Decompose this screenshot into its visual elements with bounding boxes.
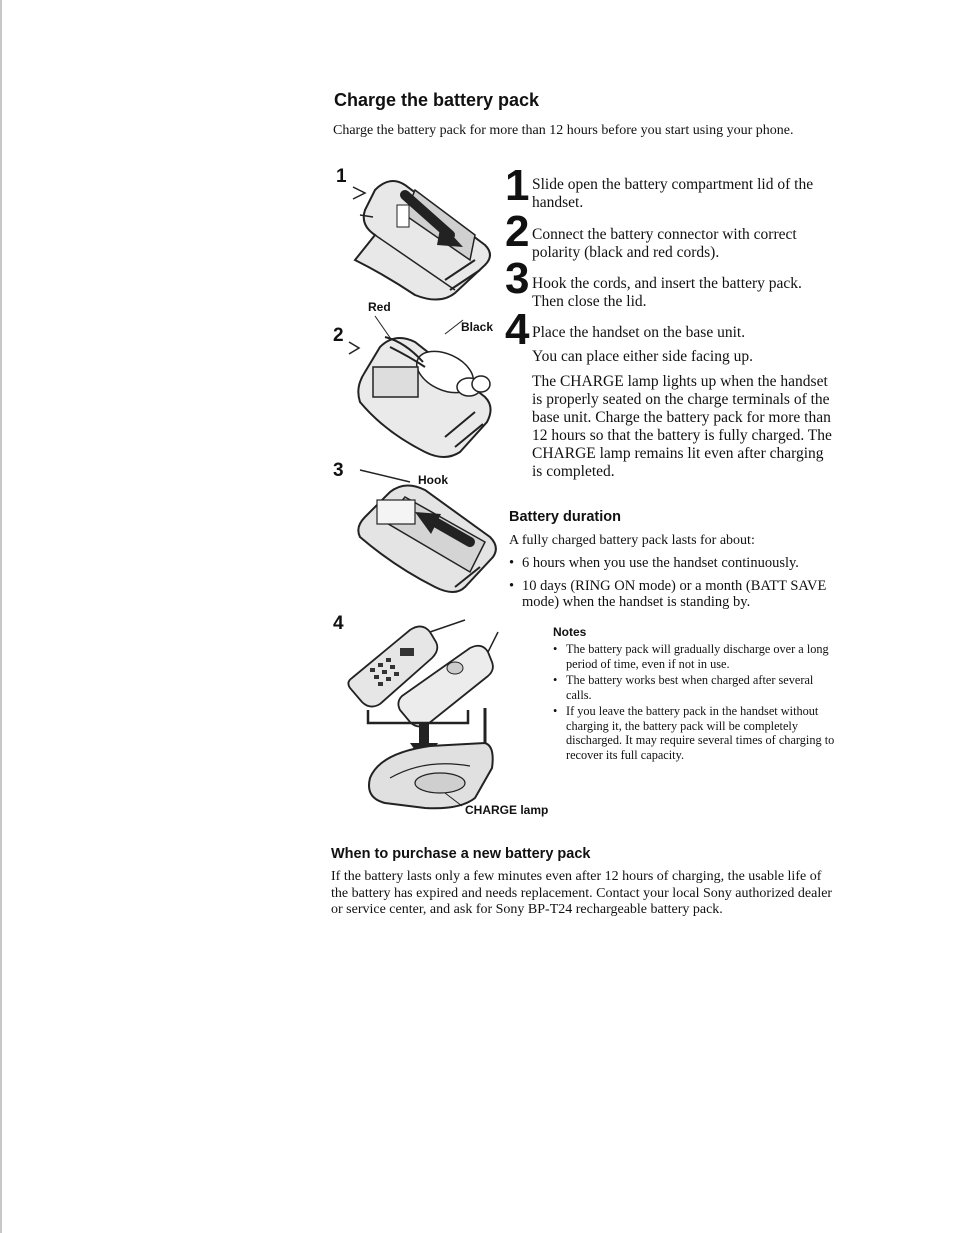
figure-3-illustration — [355, 462, 500, 602]
list-item: • The battery works best when charged after several calls. — [553, 673, 838, 702]
step-1-number: 1 — [505, 161, 530, 210]
figure-2-number: 2 — [333, 325, 344, 346]
figure-4-number: 4 — [333, 613, 344, 634]
page-title: Charge the battery pack — [334, 90, 540, 110]
charge-lamp-paragraph: The CHARGE lamp lights up when the handset is properly seated on the charge terminals of the base unit. Charge the battery pack for more than 12 hours so that the battery is fully charged. The CHARGE lamp remains lit even after charging is completed. — [532, 373, 832, 480]
step-3-number: 3 — [505, 254, 530, 303]
label-black: Black — [461, 320, 494, 334]
figure-4-illustration — [340, 618, 510, 818]
list-item: • If you leave the battery pack in the handset without charging it, the battery pack will be completely discharged. It may require several times of charging to recover its full capacity. — [553, 704, 838, 762]
notes-list — [553, 642, 838, 764]
figure-2-illustration — [345, 312, 495, 467]
notes-heading: Notes — [553, 625, 587, 639]
step-3-text: Hook the cords, and insert the battery pack. Then close the lid. — [532, 275, 802, 310]
label-charge-lamp: CHARGE lamp — [465, 803, 549, 817]
figure-1-illustration — [345, 165, 495, 310]
figure-3-number: 3 — [333, 460, 344, 481]
purchase-paragraph: If the battery lasts only a few minutes even after 12 hours of charging, the usable life of the battery has expired and needs replacement. Contact your local Sony authorized dealer or service center, and ask for Sony BP-T24 rechargeable battery pack. — [331, 869, 833, 917]
figure-1-number: 1 — [336, 166, 347, 187]
step-4-number: 4 — [505, 305, 530, 354]
battery-duration-intro: A fully charged battery pack lasts for about: — [509, 533, 755, 548]
list-item: • 6 hours when you use the handset continuously. — [509, 555, 829, 572]
list-item: • The battery pack will gradually discharge over a long period of time, even if not in use. — [553, 642, 838, 671]
step-2-text: Connect the battery connector with correct polarity (black and red cords). — [532, 226, 797, 261]
label-hook: Hook — [418, 473, 448, 487]
list-item: • 10 days (RING ON mode) or a month (BATT SAVE mode) when the handset is standing by. — [509, 578, 829, 611]
label-red: Red — [368, 300, 391, 314]
intro-paragraph: Charge the battery pack for more than 12 hours before you start using your phone. — [333, 123, 794, 138]
scan-edge-line — [0, 0, 2, 1233]
battery-duration-list — [509, 555, 829, 617]
step-1-text: Slide open the battery compartment lid of the handset. — [532, 176, 814, 211]
step-4-facing-note: You can place either side facing up. — [532, 348, 753, 365]
purchase-heading: When to purchase a new battery pack — [331, 846, 591, 862]
step-4-text: Place the handset on the base unit. — [532, 324, 746, 341]
step-2-number: 2 — [505, 207, 530, 256]
battery-duration-heading: Battery duration — [509, 509, 621, 525]
